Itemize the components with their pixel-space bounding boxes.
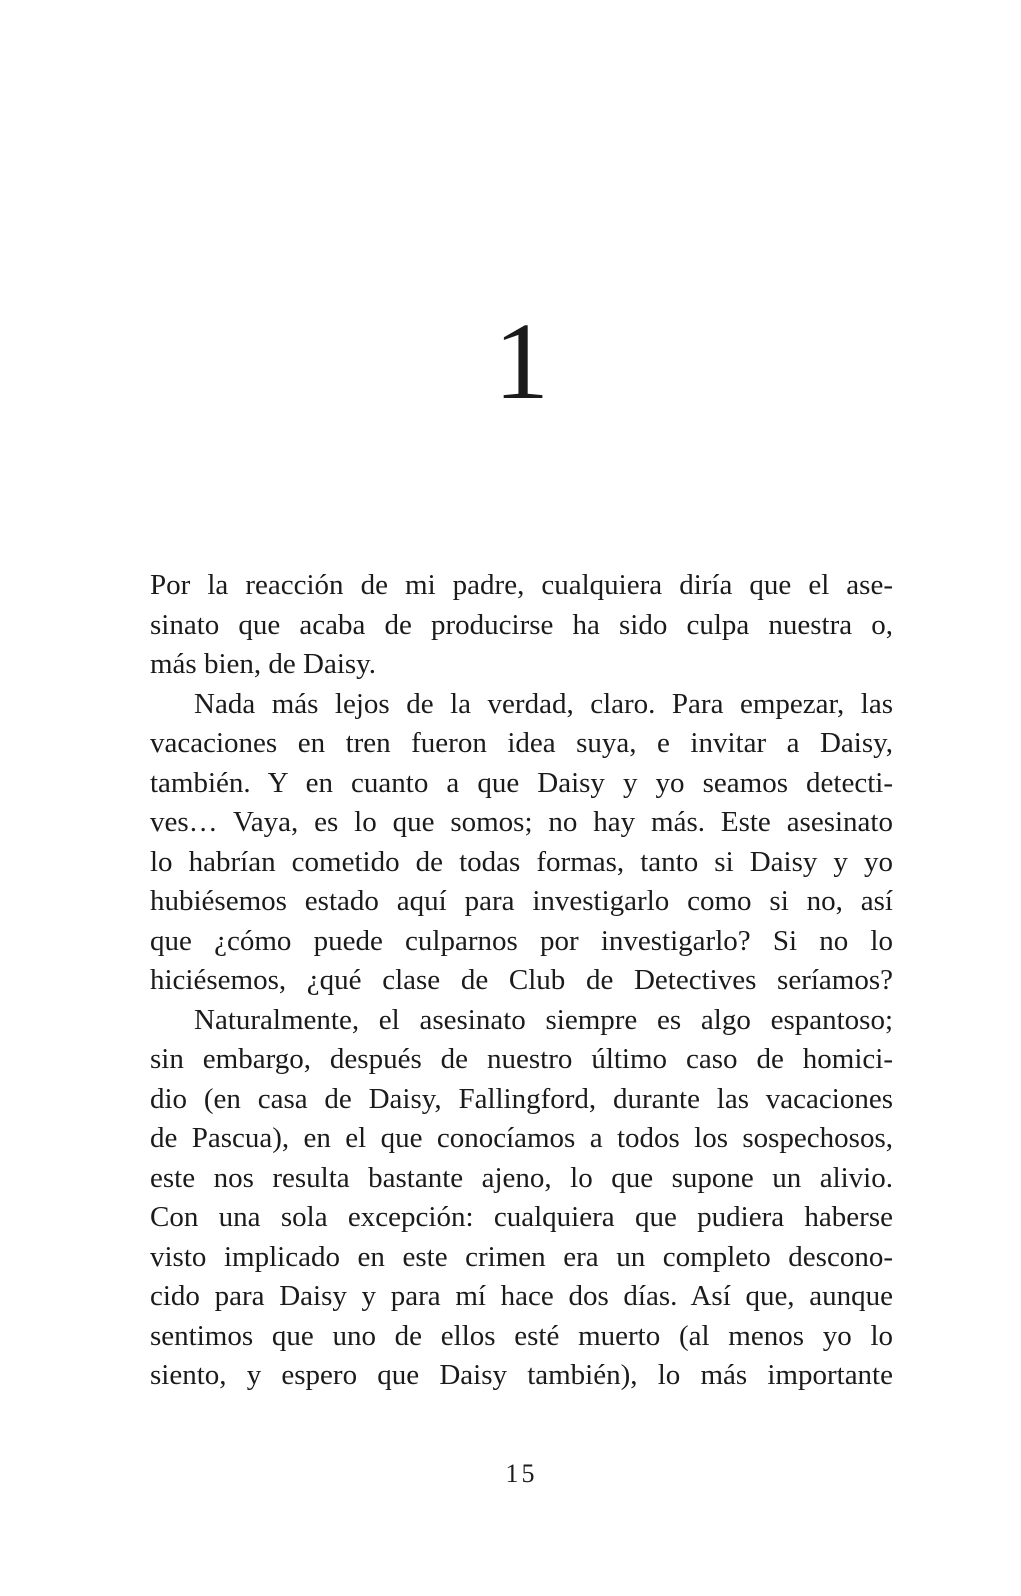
text-line: Por la reacción de mi padre, cualquiera diría que el ase- (150, 569, 893, 601)
text-line: Con una sola excepción: cualquiera que pudiera haberse (150, 1201, 893, 1233)
text-line: sin embargo, después de nuestro último caso de homici- (150, 1043, 893, 1075)
page-number: 15 (505, 1459, 538, 1488)
text-line: dio (en casa de Daisy, Fallingford, durante las vacaciones (150, 1082, 893, 1115)
text-line: este nos resulta bastante ajeno, lo que supone un alivio. (150, 1161, 893, 1194)
text-line: ves… Vaya, es lo que somos; no hay más. Este asesinato (150, 806, 893, 838)
text-line: de Pascua), en el que conocíamos a todos los sospechosos, (150, 1122, 893, 1154)
text-line: visto implicado en este crimen era un completo descono- (150, 1240, 893, 1273)
text-line: que ¿cómo puede culparnos por investigarlo? Si no lo (150, 924, 893, 957)
body-text-block (150, 566, 893, 1396)
text-line: sentimos que uno de ellos esté muerto (al menos yo lo (150, 1319, 893, 1352)
text-line: también. Y en cuanto a que Daisy y yo seamos detecti- (150, 766, 893, 799)
text-line: vacaciones en tren fueron idea suya, e invitar a Daisy, (150, 727, 893, 759)
text-line: sinato que acaba de producirse ha sido culpa nuestra o, (150, 608, 893, 641)
text-line: hubiésemos estado aquí para investigarlo como si no, así (150, 885, 893, 917)
text-line: lo habrían cometido de todas formas, tanto si Daisy y yo (150, 845, 893, 878)
text-line: Nada más lejos de la verdad, claro. Para empezar, las (194, 687, 893, 720)
text-line: Naturalmente, el asesinato siempre es algo espantoso; (194, 1003, 893, 1036)
text-line: más bien, de Daisy. (150, 648, 377, 680)
text-line: siento, y espero que Daisy también), lo más importante (150, 1359, 893, 1391)
chapter-number: 1 (494, 300, 549, 422)
text-line: hiciésemos, ¿qué clase de Club de Detectives seríamos? (150, 964, 893, 996)
text-line: cido para Daisy y para mí hace dos días. Así que, aunque (150, 1280, 893, 1312)
